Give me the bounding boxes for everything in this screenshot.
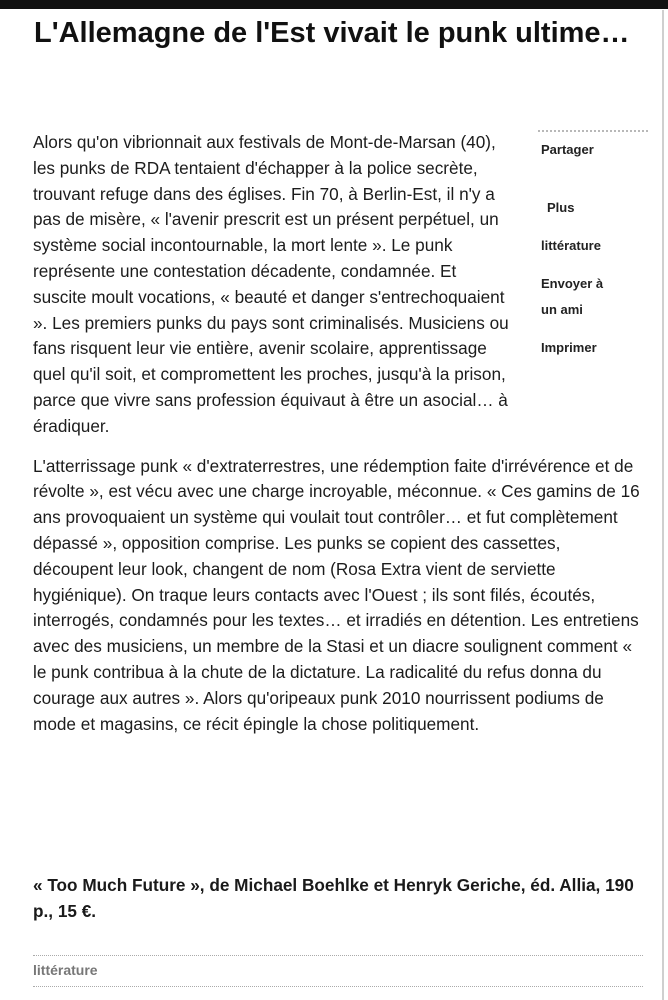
share-link[interactable]: Partager (541, 142, 594, 157)
book-credit: « Too Much Future », de Michael Boehlke et Henryk Geriche, éd. Allia, 190 p., 15 €. (33, 875, 634, 921)
more-link[interactable]: Plus (547, 200, 575, 215)
footer-divider-bottom (33, 986, 643, 987)
more-literature-link[interactable]: littérature (541, 238, 601, 253)
send-to-friend-link-line2[interactable]: un ami (541, 302, 583, 317)
article-paragraph-2: L'atterrissage punk « d'extraterrestres, une rédemption faite d'irrévérence et de révolte », est vécu avec une charge incroyable, méconnue. « Ces gamins de 16 ans provoquaient un système qui voulait tout contrôler… et fut complètement dépassé », opposition comprise. Les punks se copient des cassettes, découpent leur look, changent de nom (Rosa Extra vient de serviette hygiénique). On traque leurs contacts avec l'Ouest ; ils sont filés, écoutés, interrogés, condamnés pour les textes… et irradiés en détention. Les entretiens avec des musiciens, un membre de la Stasi et un diacre soulignent comment « le punk contribua à la chute de la dictature. La radicalité du refus donna du courage aux autres ». Alors qu'oripeaux punk 2010 nourrissent podiums de mode et magasins, ce récit épingle la chose politiquement. (33, 455, 640, 734)
sidebar-divider (538, 130, 648, 135)
print-link[interactable]: Imprimer (541, 340, 597, 355)
article-body (33, 130, 641, 751)
send-to-friend-link[interactable]: Envoyer à (541, 276, 604, 291)
article-tools-sidebar (538, 130, 656, 355)
top-rule (0, 0, 668, 9)
article-title: L'Allemagne de l'Est vivait le punk ultime… (34, 17, 630, 49)
footer-divider-top (33, 955, 643, 956)
right-border (662, 10, 664, 1000)
article-paragraph-1: Alors qu'on vibrionnait aux festivals de Mont-de-Marsan (40), les punks de RDA tentaient d'échapper à la police secrète, trouvant refuge dans des églises. Fin 70, à Berlin-Est, il n'y a pas de misère, « l'avenir prescrit est un présent perpétuel, un système social incontournable, la mort lente ». Le punk représente une contestation décadente, condamnée. Et suscite moult vocations, « beauté et danger s'entrechoquaient ». Les premiers punks du pays sont criminalisés. Musiciens ou fans risquent leur vie entière, avenir scolaire, apprentissage quel qu'il soit, et compromettent les proches, jusqu'à la prison, parce que vivre sans profession équivaut à être un asocial… à éradiquer. (33, 132, 509, 436)
category-tag-link[interactable]: littérature (33, 962, 98, 978)
